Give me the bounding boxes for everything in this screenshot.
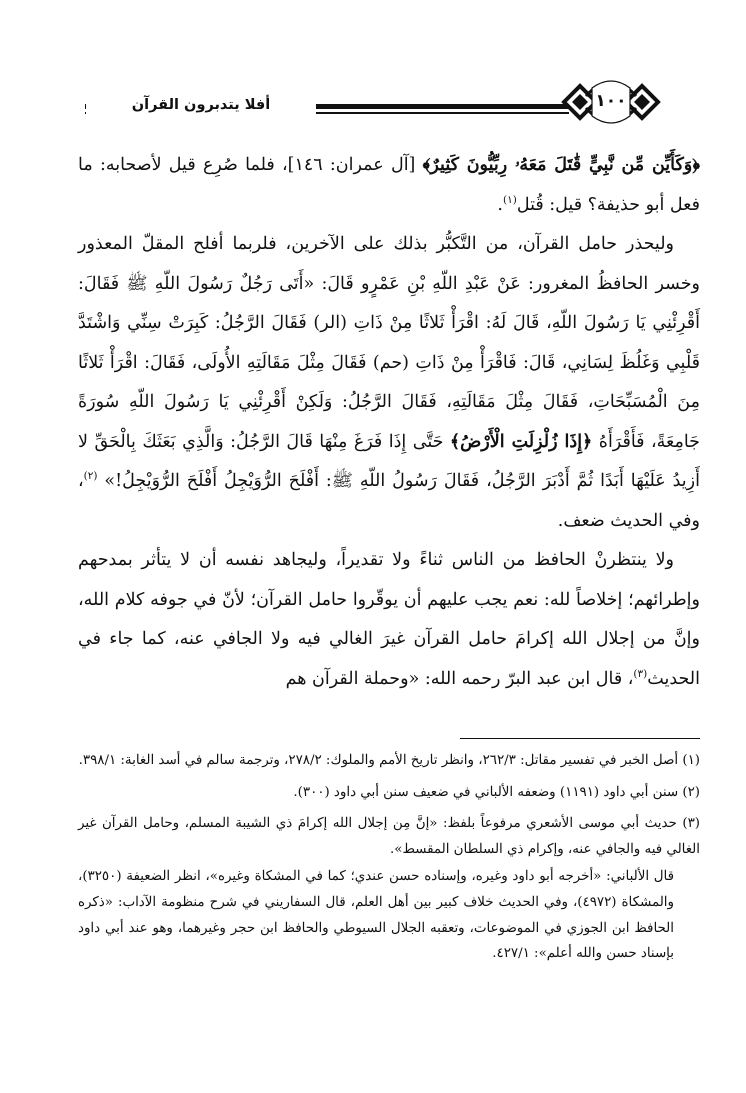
footnote-ref-2: (٢) <box>83 470 98 483</box>
footnote-3-albani-text: قال الألباني: «أخرجه أبو داود وغيره، وإسناده حسن عندي؛ كما في المشكاة وغيره»، انظر الضعيفة (٣٢٥٠)، والمشكاة (٤٩٧٢)، وفي الحديث خلاف كبير بين أهل العلم، قال السفاريني في شرح منظومة الآداب: «ذكره الحافظ ابن الجوزي في الموضوعات، وتعقبه الجلال السيوطي والحافظ ابن حجر وغيرهما، وهو عند أبي داود بإسناد حسن والله أعلم» <box>78 869 674 962</box>
paragraph-2 <box>78 225 700 541</box>
verse-reference: [آل عمران: ١٤٦]، فلما صُرِع قيل لأصحابه: ما فعل أبو حذيفة؟ قيل: قُتل <box>78 155 700 215</box>
footnote-divider <box>460 738 700 739</box>
paragraph-1 <box>78 146 700 225</box>
hadith-grade: ، وفي الحديث ضعف. <box>78 471 700 531</box>
paragraph-3-text: ولا ينتظرنْ الحافظ من الناس ثناءً ولا تقديراً، وليجاهد نفسه أن لا يتأثر بمدحهم وإطرائهم؛ إخلاصاً لله: نعم يجب عليهم أن يوقّروا حامل القرآن؛ لأنّ في جوفه كلام الله، وإنَّ من إجلال الله إكرامَ حامل القرآن غيرَ الغالي فيه ولا الجافي عنه، كما جاء في الحديث <box>78 550 700 689</box>
paragraph-3 <box>78 541 700 699</box>
hadith-text-end: حَتَّى إِذَا فَرَغَ مِنْهَا قَالَ الرَّجُلُ: وَالَّذِي بَعَثَكَ بِالْحَقِّ لا أَزِيدُ عَلَيْهَا أَبَدًا ثُمَّ أَدْبَرَ الرَّجُلُ، فَقَالَ رَسُولُ اللّهِ ﷺ: أَفْلَحَ الرُّوَيْجِلُ أَفْلَحَ الرُّوَيْجِلُ!» <box>78 431 700 491</box>
footnote-3: (٣) حديث أبي موسى الأشعري مرفوعاً بلفظ: «إنَّ مِن إجلال الله إكرامَ ذي الشيبة المسلم، وحامل القرآن غير الغالي فيه والجافي عنه، وإكرام ذي السلطان المقسط». <box>78 816 700 857</box>
quran-verse: ﴿وَكَأَيِّن مِّن نَّبِيٍّ قَٰتَلَ مَعَهُۥ رِبِّيُّونَ كَثِيرٌ﴾ <box>422 155 700 175</box>
footnote-ref-1: (١) <box>502 193 517 206</box>
footnotes <box>78 748 700 967</box>
footnote-3-albani <box>78 864 674 966</box>
main-text <box>78 146 700 699</box>
paragraph-3-end: ، قال ابن عبد البرّ رحمه الله: «وحملة القرآن هم <box>285 668 634 689</box>
paragraph-1-end: . <box>497 194 503 215</box>
footnote-ref-3: (٣) <box>633 667 648 680</box>
footnote-2: (٢) سنن أبي داود (١١٩١) وضعفه الألباني في ضعيف سنن أبي داود (٣٠٠). <box>293 784 700 800</box>
running-title: أفلا يتدبرون القرآن <box>86 96 316 114</box>
footnote-1: (١) أصل الخبر في تفسير مقاتل: ٢٦٢/٣، وانظر تاريخ الأمم والملوك: ٢٧٨/٢، وترجمة سالم في أسد الغابة: ٣٩٨/١. <box>78 753 700 768</box>
hadith-text: وليحذر حامل القرآن، من التَّكبُّر بذلك على الآخرين، فلربما أفلح المقلّ المعذور وخسر الحافظُ المغرور: عَنْ عَبْدِ اللّهِ بْنِ عَمْرٍو قَالَ: «أَتَى رَجُلٌ رَسُولَ اللّهِ ﷺ فَقَالَ: أَقْرِئْنِي يَا رَسُولَ اللّهِ، قَالَ لَهُ: اقْرَأْ ثَلاثًا مِنْ ذَاتِ (الر) فَقَالَ الرَّجُلُ: كَبِرَتْ سِنِّي وَاشْتَدَّ قَلْبِي وَغَلُظَ لِسَانِي، قَالَ: فَاقْرَأْ مِنْ ذَاتِ (حم) فَقَالَ مِثْلَ مَقَالَتِهِ الأُولَى، فَقَالَ: اقْرَأْ ثَلاثًا مِنَ الْمُسَبِّحَاتِ، فَقَالَ مِثْلَ مَقَالَتِهِ، فَقَالَ الرَّجُلُ: وَلَكِنْ أَقْرِئْنِي يَا رَسُولَ اللّهِ سُورَةً جَامِعَةً، فَأَقْرَأَهُ <box>78 234 700 452</box>
footnote-3-continuation <box>78 864 700 966</box>
quran-verse-zalzala: ﴿إِذَا زُلْزِلَتِ الْأَرْضُ﴾ <box>449 431 593 452</box>
page-header <box>0 70 746 132</box>
footnote-3-ref: : ٤٢٧/١. <box>492 946 539 962</box>
page-number: ١٠٠ <box>595 91 627 111</box>
